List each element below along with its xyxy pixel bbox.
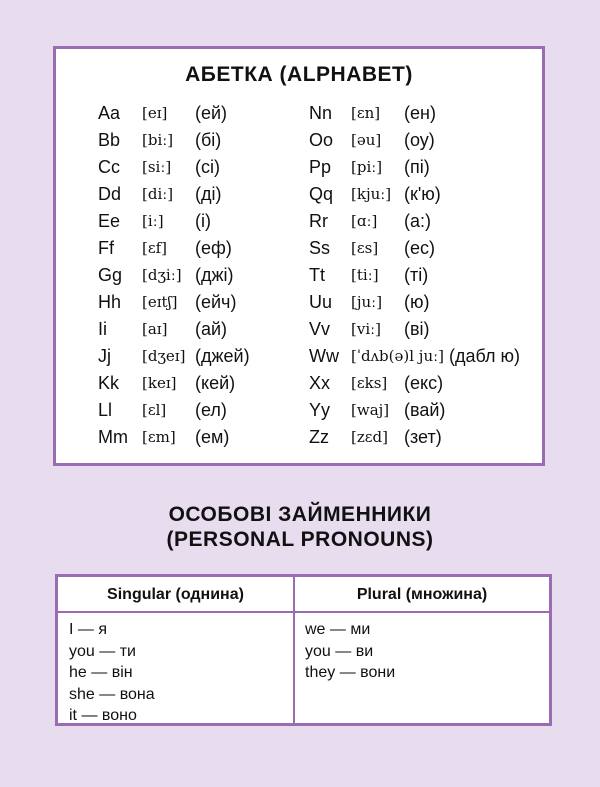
alphabet-ipa: [dʒiː] <box>142 266 182 284</box>
alphabet-ipa: [ɛf] <box>142 239 168 257</box>
alphabet-ipa: [ɛn] <box>351 104 381 122</box>
alphabet-letter: Cc <box>98 157 120 177</box>
alphabet-ipa: [diː] <box>142 185 174 203</box>
alphabet-uk: (і) <box>195 211 211 231</box>
alphabet-ipa: [iː] <box>142 212 164 230</box>
alphabet-uk: (ей) <box>195 103 228 123</box>
alphabet-uk: (ю) <box>404 292 430 312</box>
alphabet-letter: Mm <box>98 427 128 447</box>
alphabet-letter: Uu <box>309 292 333 312</box>
alphabet-uk: (ел) <box>195 400 227 420</box>
alphabet-title: АБЕТКА (ALPHABET) <box>185 63 413 86</box>
alphabet-uk: (ем) <box>195 427 230 447</box>
alphabet-ipa: [zɛd] <box>351 428 388 446</box>
alphabet-letter: Tt <box>309 265 325 285</box>
alphabet-ipa: [ˈdʌb(ə)l juː] <box>351 347 445 365</box>
alphabet-letter: Ww <box>309 346 339 366</box>
alphabet-ipa: [juː] <box>351 293 383 311</box>
alphabet-letter: Nn <box>309 103 333 123</box>
alphabet-ipa: [ɑː] <box>351 212 378 230</box>
pronoun-item: they — вони <box>305 664 396 681</box>
alphabet-ipa: [biː] <box>142 131 174 149</box>
alphabet-ipa: [eɪtʃ] <box>142 293 178 311</box>
alphabet-letter: Ii <box>98 319 107 339</box>
singular-header: Singular (однина) <box>107 586 244 603</box>
pronoun-item: it — воно <box>69 707 137 724</box>
alphabet-uk: (вай) <box>404 400 446 420</box>
alphabet-ipa: [tiː] <box>351 266 379 284</box>
alphabet-letter: Bb <box>98 130 121 150</box>
alphabet-ipa: [aɪ] <box>142 320 168 338</box>
alphabet-ipa: [ɛm] <box>142 428 176 446</box>
alphabet-uk: (кей) <box>195 373 236 393</box>
alphabet-uk: (екс) <box>404 373 444 393</box>
alphabet-letter: Dd <box>98 184 122 204</box>
alphabet-letter: Xx <box>309 373 331 393</box>
alphabet-uk: (ді) <box>195 184 222 204</box>
pronoun-item: you — ви <box>305 642 374 660</box>
alphabet-letter: Oo <box>309 130 334 150</box>
alphabet-uk: (а:) <box>404 211 431 231</box>
alphabet-uk: (ейч) <box>195 292 237 312</box>
alphabet-letter: Yy <box>309 400 331 420</box>
alphabet-uk: (ес) <box>404 238 435 258</box>
alphabet-ipa: [ɛs] <box>351 239 379 257</box>
alphabet-uk: (ай) <box>195 319 228 339</box>
alphabet-letter: Aa <box>98 103 121 123</box>
alphabet-letter: Ff <box>98 238 114 258</box>
alphabet-uk: (пі) <box>404 157 430 177</box>
alphabet-ipa: [ɛl] <box>142 401 167 419</box>
pronouns-table-header <box>58 577 549 613</box>
alphabet-uk: (бі) <box>195 130 222 150</box>
pronoun-item: he — він <box>69 664 133 681</box>
alphabet-uk: (дабл ю) <box>449 346 521 366</box>
alphabet-letter: Rr <box>309 211 328 231</box>
alphabet-ipa: [kjuː] <box>351 185 392 203</box>
pronouns-title <box>0 502 600 552</box>
plural-column <box>305 619 395 684</box>
alphabet-uk: (ті) <box>404 265 429 285</box>
alphabet-uk: (зет) <box>404 427 442 447</box>
alphabet-uk: (ен) <box>404 103 436 123</box>
alphabet-uk: (оу) <box>404 130 435 150</box>
alphabet-letter: Qq <box>309 184 334 204</box>
alphabet-letter: Pp <box>309 157 332 177</box>
alphabet-letter: Ee <box>98 211 121 231</box>
alphabet-ipa: [keɪ] <box>142 374 177 392</box>
pronoun-item: you — ти <box>69 642 136 660</box>
alphabet-uk: (еф) <box>195 238 232 258</box>
pronoun-item: she — вона <box>69 685 155 703</box>
alphabet-uk: (джі) <box>195 265 234 285</box>
alphabet-ipa: [viː] <box>351 320 382 338</box>
alphabet-panel <box>53 46 545 466</box>
alphabet-uk: (джей) <box>195 346 250 366</box>
alphabet-letter: Gg <box>98 265 123 285</box>
alphabet-uk: (сі) <box>195 157 220 177</box>
alphabet-ipa: [əu] <box>351 131 382 149</box>
pronouns-title-line2: (PERSONAL PRONOUNS) <box>166 528 434 551</box>
alphabet-letter: Ll <box>98 400 113 420</box>
column-divider <box>293 577 295 723</box>
plural-header: Plural (множина) <box>356 586 488 603</box>
alphabet-ipa: [eɪ] <box>142 104 168 122</box>
alphabet-uk: (ві) <box>404 319 430 339</box>
alphabet-letter: Vv <box>309 319 331 339</box>
pronoun-item: I — я <box>69 621 107 638</box>
pronouns-table <box>55 574 552 726</box>
alphabet-ipa: [dʒeɪ] <box>142 347 186 365</box>
alphabet-ipa: [siː] <box>142 158 172 176</box>
alphabet-uk: (к'ю) <box>404 184 441 204</box>
alphabet-ipa: [ɛks] <box>351 374 388 392</box>
alphabet-letter: Hh <box>98 292 122 312</box>
alphabet-letter: Jj <box>98 346 111 366</box>
alphabet-letter: Ss <box>309 238 331 258</box>
singular-column <box>69 619 155 727</box>
alphabet-ipa: [waj] <box>351 401 390 419</box>
pronoun-item: we — ми <box>305 621 371 638</box>
alphabet-letter: Kk <box>98 373 120 393</box>
alphabet-letter: Zz <box>309 427 329 447</box>
alphabet-ipa: [piː] <box>351 158 383 176</box>
pronouns-title-line1: ОСОБОВІ ЗАЙМЕННИКИ <box>168 503 432 526</box>
